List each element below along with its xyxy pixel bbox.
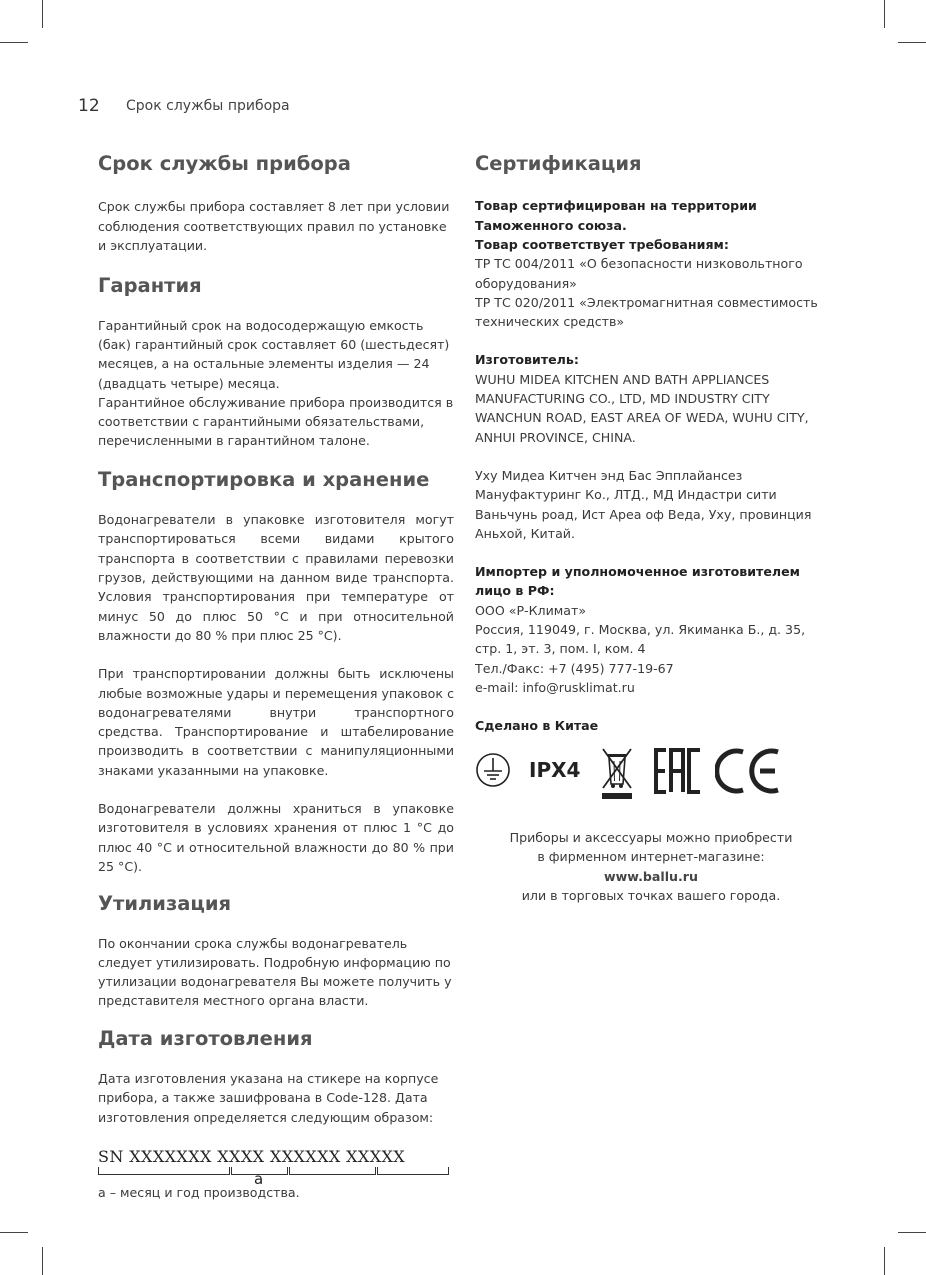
ground-protection-icon [475,752,511,788]
serial-date-marker: a [254,1170,264,1189]
importer-email: e-mail: info@rusklimat.ru [475,679,635,695]
weee-bin-icon [599,746,635,800]
importer-label: Импортер и уполномоченное изготовителем лицо в РФ: [475,564,800,599]
shop-line-2: в фирменном интернет-магазине: [537,849,765,865]
ce-mark [715,748,781,794]
warranty-text-2: Гарантийное обслуживание прибора производится в соответствии с гарантийными обязательствами, перечисленными в гарантийном талоне. [98,394,454,449]
shop-info [467,828,835,906]
certification-statement: Товар сертифицирован на территории Таможенного союза. [475,198,757,233]
shop-line-3: или в торговых точках вашего города. [521,888,781,904]
shop-url-link[interactable]: www.ballu.ru [604,868,698,884]
certification-marks [475,746,835,806]
manufacture-date-text: Дата изготовления указана на стикере на корпусе прибора, а также зашифрована в Code-128. Дата изготовления определяется следующим образом: [98,1071,439,1125]
crop-mark [0,1232,28,1233]
importer-phone: Тел./Факс: +7 (495) 777-19-67 [475,660,674,676]
serial-bracket [377,1167,449,1175]
importer-company: ООО «Р-Климат» [475,602,587,618]
crop-mark [884,1247,885,1275]
right-column [475,152,835,906]
requirements-label: Товар соответствует требованиям: [475,236,729,252]
transport-text-1: Водонагреватели в упаковке изготовителя могут транспортироваться всеми видами крытого транспорта в соответствии с правилами перевозки грузов, действующими на данном виде транспорта. Условия транспортирования при температуре от минус 50 до плюс 50 °С и при относительной влажности до 80 % при плюс 25 °С). [98,512,454,643]
lifetime-text: Срок службы прибора составляет 8 лет при условии соблюдения соответствующих правил по установке и эксплуатации. [98,199,450,253]
serial-number-template: SN XXXXXXX XXXX XXXXXX XXXXX [98,1147,406,1167]
crop-mark [884,0,885,28]
regulation-tr-ts-020: ТР ТС 020/2011 «Электромагнитная совместимость технических средств» [475,294,818,330]
shop-line-1: Приборы и аксессуары можно приобрести [509,829,793,845]
crop-mark [898,42,926,43]
eac-mark [653,748,703,794]
crop-mark [42,0,43,28]
ipx4-rating: IPX4 [529,757,581,782]
disposal-text: По окончании срока службы водонагреватель следует утилизировать. Подробную информацию по утилизации водонагревателя Вы можете получить у представителя местного органа власти. [98,935,452,1009]
section-title-warranty: Гарантия [98,274,202,298]
page-number: 12 [78,96,100,116]
manufacturer-label: Изготовитель: [475,352,579,368]
storage-text: Водонагреватели должны храниться в упаковке изготовителя в условиях хранения от плюс 1 °С до плюс 40 °С и относительной влажности до 80 % при 25 °С). [98,801,454,874]
warranty-text-1: Гарантийный срок на водосодержащую емкость (бак) гарантийный срок составляет 60 (шестьдесят) месяцев, а на остальные элементы изделия — 24 (двадцать четыре) месяца. [98,317,450,391]
section-title-lifetime: Срок службы прибора [98,152,351,175]
running-title: Срок службы прибора [126,98,290,114]
serial-number-diagram [98,1147,454,1203]
manufacturer-address-ru: Уху Мидеа Китчен энд Бас Эпплайансез Мануфактуринг Ко., ЛТД., МД Индастри сити Ваньчунь роад, Ист Ареа оф Веда, Уху, провинция Аньхой, Китай. [475,467,812,541]
country-of-origin: Сделано в Китае [475,718,599,734]
left-column [98,152,454,1202]
serial-legend: а – месяц и год производства. [98,1185,300,1201]
manufacturer-address-en: WUHU MIDEA KITCHEN AND BATH APPLIANCES MANUFACTURING CO., LTD, MD INDUSTRY CITY WANCHUN ROAD, EAST AREA OF WEDA, WUHU CITY, ANHUI PROVINCE, CHINA. [475,371,809,445]
section-title-manufacture-date: Дата изготовления [98,1026,313,1050]
importer-address: Россия, 119049, г. Москва, ул. Якиманка Б., д. 35, стр. 1, эт. 3, пом. I, ком. 4 [475,622,806,657]
section-title-certification: Сертификация [475,152,642,175]
section-title-transport: Транспортировка и хранение [98,467,430,491]
crop-mark [42,1247,43,1275]
section-title-disposal: Утилизация [98,892,232,916]
serial-bracket [289,1167,376,1175]
regulation-tr-ts-004: ТР ТС 004/2011 «О безопасности низковольтного оборудования» [475,256,803,291]
crop-mark [0,42,28,43]
transport-text-2: При транспортировании должны быть исключены любые возможные удары и перемещения упаковок с водонагревателями внутри транспортного средства. Транспортирование и штабелирование производить в соответствии с манипуляционными знаками указанными на упаковке. [98,666,454,778]
serial-bracket [98,1167,230,1175]
crop-mark [898,1232,926,1233]
